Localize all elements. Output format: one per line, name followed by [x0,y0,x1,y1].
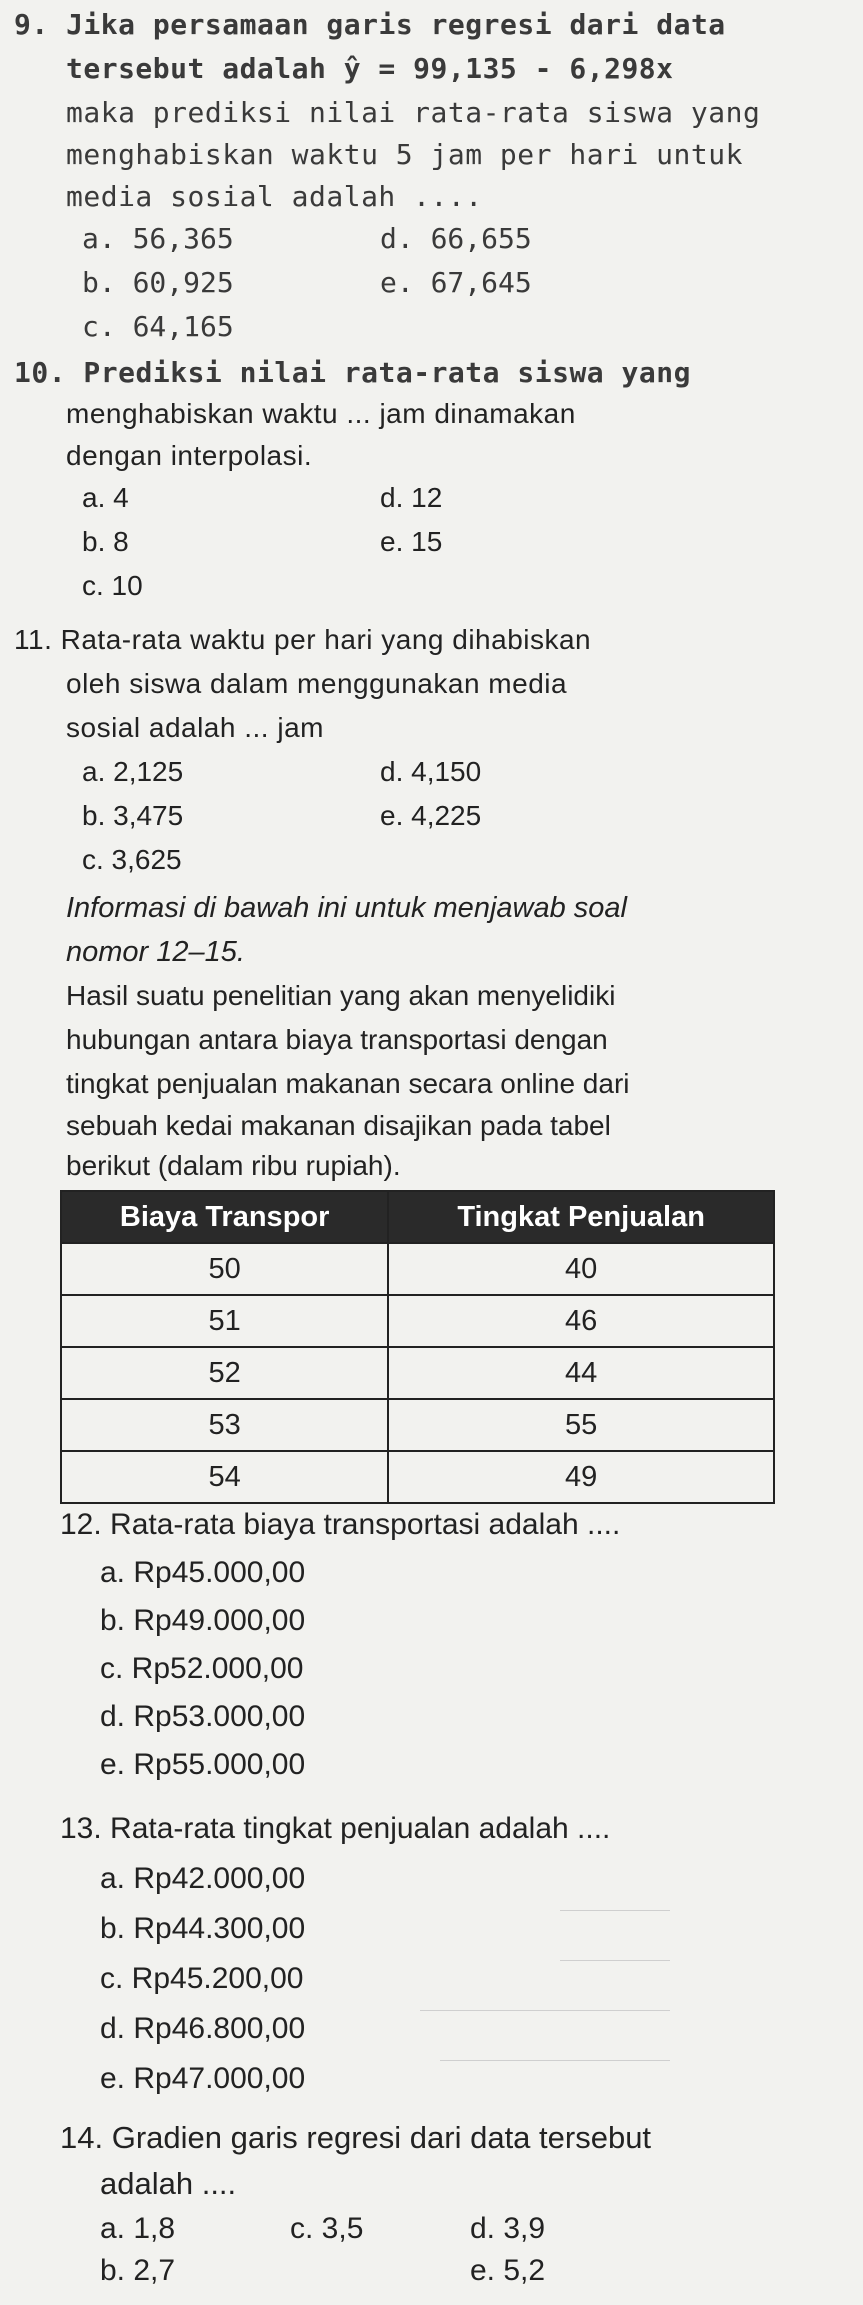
q9-line-5: media sosial adalah .... [66,180,483,213]
q10-option-a: a. 4 [82,482,129,513]
table-header-row [61,1191,774,1243]
column-header-tingkat-penjualan: Tingkat Penjualan [388,1191,774,1243]
q10-line-1: 10. Prediksi nilai rata-rata siswa yang [14,356,691,389]
q13-option-e: e. Rp47.000,00 [100,2062,306,2095]
q11-option-d: d. 4,150 [380,756,482,787]
q10-option-b: b. 8 [82,526,129,557]
q10-option-e: e. 15 [380,526,443,557]
q14-option-d: d. 3,9 [470,2212,546,2245]
q11-line-1: 11. Rata-rata waktu per hari yang dihabiskan [14,624,592,655]
q11-option-c: c. 3,625 [82,844,182,875]
q11-option-a: a. 2,125 [82,756,184,787]
table-cell: 54 [61,1451,388,1503]
column-header-biaya-transpor: Biaya Transpor [61,1191,388,1243]
q14-option-a: a. 1,8 [100,2212,176,2245]
q10-line-2: menghabiskan waktu ... jam dinamakan [66,398,576,429]
q12-option-e: e. Rp55.000,00 [100,1748,306,1781]
data-table [60,1190,775,1504]
table-cell: 46 [388,1295,774,1347]
table-cell: 44 [388,1347,774,1399]
q12-option-b: b. Rp49.000,00 [100,1604,306,1637]
table-cell: 53 [61,1399,388,1451]
pencil-mark [560,1910,670,1911]
table-row [61,1295,774,1347]
q9-option-b: b. 60,925 [82,266,234,299]
info-line-3: tingkat penjualan makanan secara online dari [66,1068,630,1099]
info-instruction-line-1: Informasi di bawah ini untuk menjawab soal [66,892,627,924]
q9-line-2: tersebut adalah ŷ = 99,135 - 6,298x [66,52,674,85]
info-line-5: berikut (dalam ribu rupiah). [66,1150,401,1181]
table-cell: 52 [61,1347,388,1399]
q9-option-e: e. 67,645 [380,266,532,299]
q9-option-a: a. 56,365 [82,222,234,255]
pencil-mark [440,2060,670,2061]
q11-line-3: sosial adalah ... jam [66,712,324,743]
q12-option-d: d. Rp53.000,00 [100,1700,306,1733]
info-instruction-line-2: nomor 12–15. [66,936,245,968]
q9-option-d: d. 66,655 [380,222,532,255]
pencil-mark [560,1960,670,1961]
q14-line-1: 14. Gradien garis regresi dari data tersebut [60,2120,652,2155]
q9-line-1: 9. Jika persamaan garis regresi dari data [14,8,726,41]
q14-option-e: e. 5,2 [470,2254,546,2287]
table-cell: 50 [61,1243,388,1295]
q12-text: 12. Rata-rata biaya transportasi adalah .... [60,1508,621,1541]
info-line-2: hubungan antara biaya transportasi dengan [66,1024,608,1055]
q14-option-c: c. 3,5 [290,2212,364,2245]
q13-option-d: d. Rp46.800,00 [100,2012,306,2045]
q14-line-2: adalah .... [100,2166,237,2201]
table-cell: 49 [388,1451,774,1503]
table-row [61,1347,774,1399]
q9-option-c: c. 64,165 [82,310,234,343]
q10-line-3: dengan interpolasi. [66,440,313,471]
info-line-4: sebuah kedai makanan disajikan pada tabel [66,1110,611,1141]
q14-option-b: b. 2,7 [100,2254,176,2287]
q12-option-c: c. Rp52.000,00 [100,1652,304,1685]
q9-line-4: menghabiskan waktu 5 jam per hari untuk [66,138,743,171]
q13-option-a: a. Rp42.000,00 [100,1862,306,1895]
q11-line-2: oleh siswa dalam menggunakan media [66,668,568,699]
table-cell: 55 [388,1399,774,1451]
q9-line-3: maka prediksi nilai rata-rata siswa yang [66,96,761,129]
table-cell: 51 [61,1295,388,1347]
table-cell: 40 [388,1243,774,1295]
pencil-mark [420,2010,670,2011]
table-row [61,1451,774,1503]
q11-option-e: e. 4,225 [380,800,482,831]
q11-option-b: b. 3,475 [82,800,184,831]
q13-text: 13. Rata-rata tingkat penjualan adalah .... [60,1812,611,1845]
info-line-1: Hasil suatu penelitian yang akan menyelidiki [66,980,616,1011]
q10-option-d: d. 12 [380,482,443,513]
q10-option-c: c. 10 [82,570,143,601]
q13-option-c: c. Rp45.200,00 [100,1962,304,1995]
q12-option-a: a. Rp45.000,00 [100,1556,306,1589]
table-row [61,1399,774,1451]
table-row [61,1243,774,1295]
q13-option-b: b. Rp44.300,00 [100,1912,306,1945]
